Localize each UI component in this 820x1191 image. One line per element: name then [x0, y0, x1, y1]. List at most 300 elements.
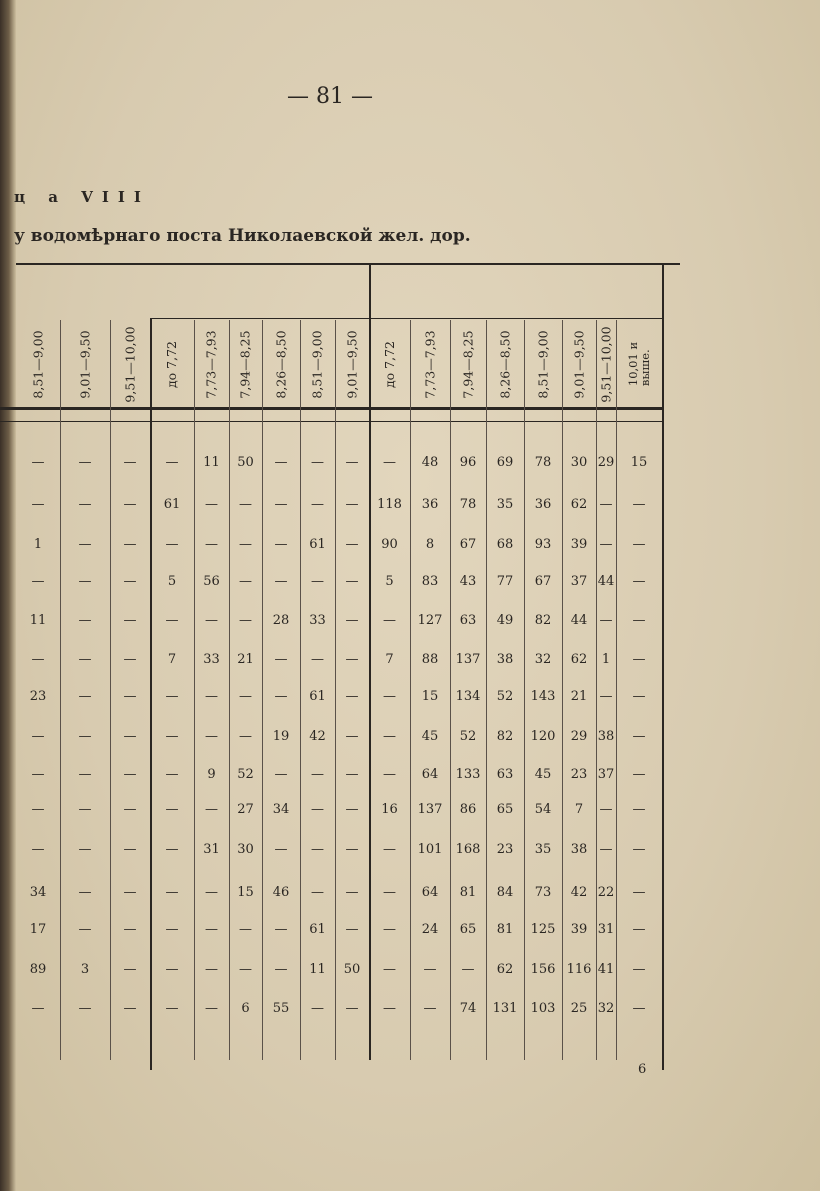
- table-cell: —: [205, 962, 218, 977]
- table-cell: —: [123, 802, 137, 817]
- table-cell: 67: [459, 537, 477, 552]
- table-cell: —: [383, 455, 396, 470]
- table-cell: —: [632, 729, 646, 744]
- table-cell: —: [632, 537, 646, 552]
- table-cell: —: [31, 1001, 45, 1016]
- column-header: [110, 320, 150, 408]
- table-cell: —: [632, 962, 646, 977]
- table-cell: —: [123, 922, 137, 937]
- table-cell: 67: [534, 574, 552, 589]
- table-cell: 81: [459, 885, 477, 900]
- table-cell: —: [31, 574, 45, 589]
- table-cell: 34: [272, 802, 290, 817]
- table-cell: 44: [597, 574, 615, 589]
- table-cell: 36: [421, 497, 439, 512]
- table-cell: —: [311, 767, 324, 782]
- table-cell: 3: [80, 962, 90, 977]
- major-column-line: [662, 265, 664, 1070]
- table-cell: 81: [496, 922, 514, 937]
- table-cell: —: [632, 885, 646, 900]
- table-cell: —: [123, 574, 137, 589]
- table-cell: 62: [496, 962, 514, 977]
- table-cell: —: [78, 652, 92, 667]
- table-cell: —: [345, 842, 359, 857]
- table-cell: —: [165, 455, 179, 470]
- table-cell: 37: [570, 574, 588, 589]
- table-cell: —: [165, 729, 179, 744]
- table-cell: —: [632, 574, 646, 589]
- table-cell: —: [205, 1001, 218, 1016]
- table-cell: 17: [29, 922, 47, 937]
- table-cell: —: [78, 537, 92, 552]
- table-cell: —: [345, 802, 359, 817]
- table-cell: —: [599, 802, 613, 817]
- table-cell: 11: [309, 962, 326, 977]
- table-cell: 137: [417, 802, 443, 817]
- table-cell: —: [311, 842, 324, 857]
- table-cell: —: [311, 1001, 324, 1016]
- table-cell: 32: [597, 1001, 615, 1016]
- major-column-line: [150, 318, 152, 1070]
- table-cell: —: [239, 497, 252, 512]
- table-cell: 61: [309, 537, 326, 552]
- table-cell: 9: [207, 767, 216, 782]
- table-top-rule: [16, 263, 680, 265]
- table-cell: 38: [496, 652, 514, 667]
- table-cell: 137: [455, 652, 481, 667]
- table-cell: 21: [570, 689, 588, 704]
- table-cell: —: [311, 885, 324, 900]
- table-cell: —: [274, 962, 288, 977]
- table-number: ц а VIII: [14, 188, 150, 206]
- table-cell: —: [345, 689, 359, 704]
- table-cell: 38: [597, 729, 615, 744]
- group-header-rule: [150, 318, 662, 319]
- table-cell: —: [274, 767, 288, 782]
- table-cell: 6: [241, 1001, 250, 1016]
- table-cell: 48: [421, 455, 439, 470]
- table-cell: 103: [530, 1001, 556, 1016]
- table-cell: 33: [203, 652, 220, 667]
- column-header: [410, 320, 450, 408]
- table-cell: 127: [417, 613, 443, 628]
- table-cell: —: [165, 1001, 179, 1016]
- table-cell: —: [632, 767, 646, 782]
- column-header: [596, 320, 616, 408]
- table-cell: —: [239, 962, 252, 977]
- table-cell: 45: [421, 729, 439, 744]
- table-cell: —: [165, 962, 179, 977]
- table-cell: 8: [425, 537, 435, 552]
- table-cell: —: [632, 922, 646, 937]
- table-cell: 88: [421, 652, 439, 667]
- table-cell: 45: [534, 767, 552, 782]
- table-cell: 23: [570, 767, 588, 782]
- table-cell: 143: [530, 689, 556, 704]
- table-cell: —: [205, 729, 218, 744]
- table-cell: 90: [381, 537, 398, 552]
- table-cell: —: [31, 497, 45, 512]
- table-cell: 15: [630, 455, 648, 470]
- table-cell: 63: [459, 613, 477, 628]
- column-header: [335, 320, 369, 408]
- column-header: [150, 320, 194, 408]
- table-cell: 16: [381, 802, 398, 817]
- table-cell: —: [383, 922, 396, 937]
- column-header-label: 7,94—8,25: [460, 329, 476, 399]
- table-cell: —: [274, 922, 288, 937]
- column-header: [616, 320, 662, 408]
- table-cell: —: [205, 802, 218, 817]
- table-cell: —: [383, 1001, 396, 1016]
- table-cell: —: [311, 497, 324, 512]
- table-cell: 96: [459, 455, 477, 470]
- table-cell: 101: [417, 842, 443, 857]
- table-cell: —: [78, 885, 92, 900]
- table-cell: 42: [570, 885, 588, 900]
- table-cell: 52: [459, 729, 477, 744]
- column-header-label: 9,51—10,00: [598, 325, 614, 403]
- table-cell: 35: [534, 842, 552, 857]
- table-cell: 168: [455, 842, 481, 857]
- table-cell: 44: [570, 613, 588, 628]
- table-cell: 41: [597, 962, 615, 977]
- column-header: [229, 320, 262, 408]
- table-cell: —: [383, 689, 396, 704]
- table-cell: 7: [574, 802, 584, 817]
- table-cell: —: [123, 613, 137, 628]
- column-header-label: 7,73—7,93: [422, 329, 438, 399]
- table-cell: —: [78, 497, 92, 512]
- table-cell: —: [345, 652, 359, 667]
- column-header-label: до 7,72: [382, 340, 397, 388]
- table-cell: 34: [29, 885, 47, 900]
- table-cell: 82: [534, 613, 552, 628]
- table-cell: —: [274, 537, 288, 552]
- table-cell: —: [31, 729, 45, 744]
- table-cell: —: [274, 842, 288, 857]
- column-header: [562, 320, 596, 408]
- table-cell: —: [205, 922, 218, 937]
- table-cell: 29: [597, 455, 615, 470]
- table-cell: —: [345, 613, 359, 628]
- table-cell: —: [78, 729, 92, 744]
- table-cell: 74: [459, 1001, 477, 1016]
- table-cell: —: [345, 574, 359, 589]
- table-cell: —: [632, 613, 646, 628]
- column-header: [450, 320, 486, 408]
- table-cell: —: [165, 842, 179, 857]
- table-cell: 82: [496, 729, 514, 744]
- table-cell: 30: [570, 455, 588, 470]
- table-cell: —: [274, 497, 288, 512]
- table-cell: 5: [385, 574, 394, 589]
- column-header-label: 8,26—8,50: [497, 329, 513, 399]
- column-header-label: 8,51—9,00: [30, 329, 46, 399]
- table-cell: 84: [496, 885, 514, 900]
- table-cell: —: [383, 613, 396, 628]
- table-cell: 77: [496, 574, 514, 589]
- table-cell: —: [123, 497, 137, 512]
- table-cell: —: [383, 885, 396, 900]
- column-header-label: 9,01—9,50: [571, 329, 587, 399]
- table-subtitle: у водомѣрнаго поста Николаевской жел. дор.: [14, 226, 471, 246]
- table-cell: —: [345, 455, 359, 470]
- table-cell: —: [165, 885, 179, 900]
- table-cell: 78: [459, 497, 477, 512]
- column-header: [486, 320, 524, 408]
- column-header: [300, 320, 335, 408]
- table-cell: 55: [272, 1001, 290, 1016]
- table-cell: 56: [203, 574, 220, 589]
- table-cell: 69: [496, 455, 514, 470]
- table-cell: 7: [167, 652, 177, 667]
- table-cell: —: [205, 537, 218, 552]
- column-header-label: 10,01 и выше.: [626, 341, 652, 387]
- table-cell: —: [239, 689, 252, 704]
- table-cell: —: [345, 767, 359, 782]
- table-cell: —: [345, 729, 359, 744]
- table-cell: —: [383, 729, 396, 744]
- table-cell: —: [205, 885, 218, 900]
- table-cell: —: [123, 689, 137, 704]
- table-cell: 15: [421, 689, 439, 704]
- table-cell: —: [78, 574, 92, 589]
- table-cell: 23: [29, 689, 47, 704]
- column-header: [524, 320, 562, 408]
- column-header-label: 9,51—10,00: [122, 325, 138, 403]
- table-cell: —: [123, 962, 137, 977]
- table-cell: —: [78, 455, 92, 470]
- table-cell: 73: [534, 885, 552, 900]
- table-cell: —: [345, 1001, 359, 1016]
- table-cell: 19: [272, 729, 290, 744]
- table-cell: —: [599, 689, 613, 704]
- table-cell: 1: [601, 652, 611, 667]
- header-bottom-rule-2: [0, 421, 664, 422]
- table-cell: 65: [459, 922, 477, 937]
- table-cell: 43: [459, 574, 477, 589]
- table-cell: 156: [530, 962, 556, 977]
- column-header-label: до 7,72: [164, 340, 180, 388]
- table-cell: 30: [237, 842, 254, 857]
- table-cell: —: [599, 613, 613, 628]
- table-cell: 39: [570, 922, 588, 937]
- column-header: [262, 320, 300, 408]
- table-cell: —: [78, 689, 92, 704]
- table-cell: 125: [530, 922, 556, 937]
- table-cell: —: [632, 802, 646, 817]
- table-cell: 31: [203, 842, 220, 857]
- table-cell: —: [311, 574, 324, 589]
- table-cell: 29: [570, 729, 588, 744]
- table-cell: —: [599, 537, 613, 552]
- table-cell: —: [345, 922, 359, 937]
- table-cell: —: [632, 689, 646, 704]
- table-cell: —: [78, 1001, 92, 1016]
- column-header: [369, 320, 410, 408]
- table-cell: —: [123, 842, 137, 857]
- table-cell: —: [632, 652, 646, 667]
- table-cell: 78: [534, 455, 552, 470]
- table-cell: —: [311, 802, 324, 817]
- table-cell: —: [205, 689, 218, 704]
- table-cell: 68: [496, 537, 514, 552]
- table-cell: 61: [309, 689, 326, 704]
- table-cell: —: [165, 689, 179, 704]
- table-cell: 11: [29, 613, 47, 628]
- table-cell: —: [31, 842, 45, 857]
- table-cell: 36: [534, 497, 552, 512]
- table-cell: —: [599, 842, 613, 857]
- column-header-label: 9,01—9,50: [344, 329, 360, 399]
- table-cell: 15: [237, 885, 254, 900]
- table-cell: —: [165, 802, 179, 817]
- table-cell: 38: [570, 842, 588, 857]
- column-header-label: 8,26—8,50: [273, 329, 289, 399]
- table-cell: —: [274, 689, 288, 704]
- table-cell: —: [31, 652, 45, 667]
- table-cell: 62: [570, 652, 588, 667]
- table-cell: 52: [496, 689, 514, 704]
- table-cell: 11: [203, 455, 220, 470]
- table-cell: 118: [377, 497, 402, 512]
- table-cell: 54: [534, 802, 552, 817]
- book-spine-shadow: [0, 0, 16, 1191]
- table-cell: —: [345, 497, 359, 512]
- table-cell: —: [123, 537, 137, 552]
- column-header-label: 8,51—9,00: [310, 329, 326, 399]
- table-cell: —: [78, 842, 92, 857]
- table-cell: 52: [237, 767, 254, 782]
- table-cell: 28: [272, 613, 290, 628]
- table-cell: —: [632, 497, 646, 512]
- table-cell: 37: [597, 767, 615, 782]
- table-cell: —: [274, 574, 288, 589]
- table-cell: —: [461, 962, 475, 977]
- table-cell: —: [632, 842, 646, 857]
- table-cell: —: [165, 537, 179, 552]
- table-cell: 22: [597, 885, 615, 900]
- table-cell: 65: [496, 802, 514, 817]
- table-cell: —: [31, 802, 45, 817]
- table-cell: 64: [421, 767, 439, 782]
- table-cell: 64: [421, 885, 439, 900]
- table-cell: —: [78, 767, 92, 782]
- table-cell: —: [123, 1001, 137, 1016]
- table-cell: —: [239, 613, 252, 628]
- table-cell: 86: [459, 802, 477, 817]
- table-cell: —: [205, 613, 218, 628]
- table-cell: —: [383, 962, 396, 977]
- table-cell: 24: [421, 922, 439, 937]
- table-cell: —: [599, 497, 613, 512]
- table-cell: —: [31, 455, 45, 470]
- column-header-label: 7,94—8,25: [238, 329, 254, 399]
- column-header: [194, 320, 229, 408]
- table-cell: —: [345, 537, 359, 552]
- table-cell: 1: [33, 537, 43, 552]
- table-cell: 33: [309, 613, 326, 628]
- column-header-label: 9,01—9,50: [77, 329, 93, 399]
- table-cell: 50: [237, 455, 254, 470]
- table-cell: 62: [570, 497, 588, 512]
- table-cell: —: [239, 537, 252, 552]
- table-cell: —: [311, 652, 324, 667]
- signature-mark: 6: [638, 1062, 647, 1077]
- table-cell: —: [274, 455, 288, 470]
- table-cell: —: [311, 455, 324, 470]
- table-cell: 42: [309, 729, 326, 744]
- table-cell: 83: [421, 574, 439, 589]
- column-line: [60, 320, 61, 1060]
- table-cell: 63: [496, 767, 514, 782]
- table-cell: —: [123, 455, 137, 470]
- table-cell: —: [123, 767, 137, 782]
- table-cell: 133: [455, 767, 481, 782]
- table-cell: 134: [455, 689, 481, 704]
- column-header: [16, 320, 60, 408]
- table-cell: —: [165, 767, 179, 782]
- table-cell: 21: [237, 652, 254, 667]
- column-header-label: 8,51—9,00: [535, 329, 551, 399]
- table-cell: 5: [167, 574, 177, 589]
- table-cell: —: [383, 767, 396, 782]
- table-cell: —: [165, 613, 179, 628]
- table-cell: —: [239, 729, 252, 744]
- table-cell: —: [165, 922, 179, 937]
- table-cell: 31: [597, 922, 615, 937]
- table-cell: —: [345, 885, 359, 900]
- table-cell: —: [423, 962, 437, 977]
- column-header-label: 7,73—7,93: [204, 329, 220, 399]
- table-cell: —: [31, 767, 45, 782]
- table-cell: 39: [570, 537, 588, 552]
- table-cell: —: [239, 922, 252, 937]
- table-cell: —: [239, 574, 252, 589]
- table-cell: —: [123, 729, 137, 744]
- table-cell: —: [383, 842, 396, 857]
- table-cell: 49: [496, 613, 514, 628]
- table-cell: —: [632, 1001, 646, 1016]
- page-number: — 81 —: [287, 84, 373, 109]
- table-cell: —: [123, 652, 137, 667]
- table-cell: 23: [496, 842, 514, 857]
- table-cell: —: [78, 922, 92, 937]
- table-cell: —: [78, 613, 92, 628]
- table-cell: —: [78, 802, 92, 817]
- table-cell: —: [123, 885, 137, 900]
- table-cell: 120: [530, 729, 556, 744]
- table-cell: 7: [385, 652, 394, 667]
- table-cell: 89: [29, 962, 47, 977]
- table-cell: 116: [566, 962, 592, 977]
- table-cell: 61: [309, 922, 326, 937]
- table-cell: 50: [343, 962, 361, 977]
- table-cell: 46: [272, 885, 290, 900]
- table-cell: 35: [496, 497, 514, 512]
- column-header: [60, 320, 110, 408]
- table-cell: —: [274, 652, 288, 667]
- table-cell: —: [205, 497, 218, 512]
- table-cell: 131: [492, 1001, 518, 1016]
- table-cell: 25: [570, 1001, 588, 1016]
- table-cell: 27: [237, 802, 254, 817]
- table-cell: 32: [534, 652, 552, 667]
- table-cell: 93: [534, 537, 552, 552]
- table-cell: 61: [163, 497, 181, 512]
- table-cell: —: [423, 1001, 437, 1016]
